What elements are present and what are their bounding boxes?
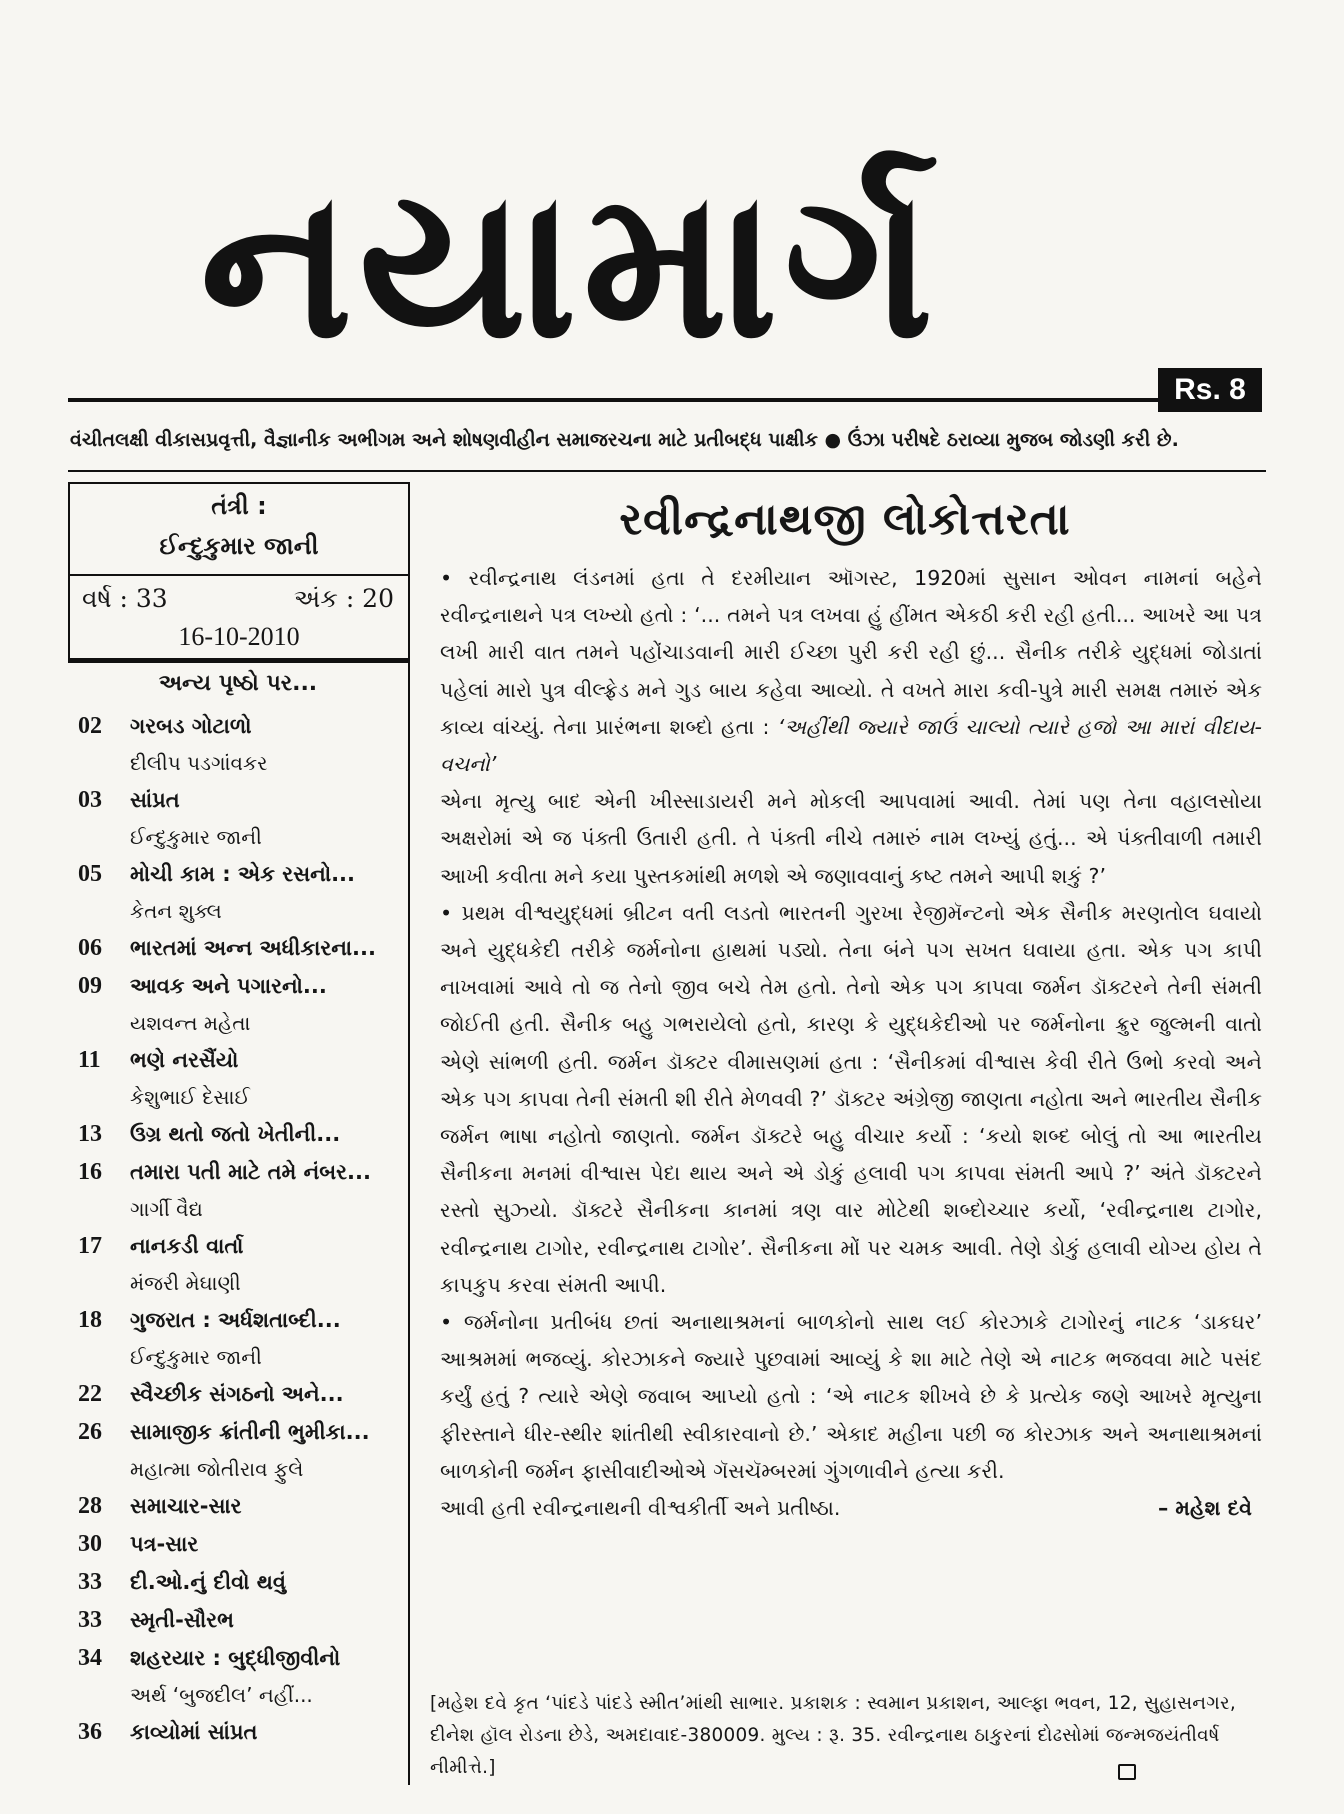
toc-item [68,929,408,967]
toc-item [68,1153,408,1227]
toc-line [68,1153,408,1191]
toc-line [68,1601,408,1639]
toc-line [68,967,408,1005]
toc-title: પત્ર-સાર [130,1532,199,1556]
article-paragraph-3: • પ્રથમ વીશ્વયુદ્ધમાં બ્રીટન વતી લડતો ભારતની ગુરખા રેજીમૅન્ટનો એક સૈનીક મરણતોલ ઘવાયો અને યુદ્ધકેદી તરીકે જર્મનોના હાથમાં પડ્યો. તેના બંને પગ સખત ઘવાયા હતા. એક પગ કાપી નાખવામાં આવે તો જ તેનો જીવ બચે તેમ હતો. તેનો એક પગ કાપવા જર્મન ડૉક્ટરને તેની સંમતી જોઈતી હતી. સૈનીક બહુ ગભરાયેલો હતો, કારણ કે યુદ્ધકેદીઓ પર જર્મનોના ક્રુર જુલ્મની વાતો એણે સાંભળી હતી. જર્મન ડૉક્ટર વીમાસણમાં હતા : ‘સૈનીકમાં વીશ્વાસ કેવી રીતે ઉભો કરવો અને એક પગ કાપવા તેની સંમતી શી રીતે મેળવવી ?’ ડૉક્ટર અંગ્રેજી જાણતા નહોતા અને ભારતીય સૈનીક જર્મન ભાષા નહોતો જાણતો. જર્મન ડૉક્ટરે બહુ વીચાર કર્યો : ‘કયો શબ્દ બોલું તો આ ભારતીય સૈનીકના મનમાં વીશ્વાસ પેદા થાય અને એ ડોકું હલાવી પગ કાપવા સંમતી આપે ?’ અંતે ડૉક્ટરને રસ્તો સુઝ્યો. ડૉક્ટરે સૈનીકના કાનમાં ત્રણ વાર મોટેથી શબ્દોચ્ચાર કર્યો, ‘રવીન્દ્રનાથ ટાગોર, રવીન્દ્રનાથ ટાગોર, રવીન્દ્રનાથ ટાગોર’. સૈનીકના મોં પર ચમક આવી. તેણે ડોકું હલાવી યોગ્ય હોય તે કાપકુપ કરવા સંમતી આપી. [440,900,1262,1297]
toc-line [68,929,408,967]
toc-page-number: 26 [78,1419,102,1445]
toc-title: સમાચાર-સાર [130,1494,242,1518]
toc-page-number: 22 [78,1381,102,1407]
toc-item [68,1041,408,1115]
editor-label: તંત્રી : [211,492,267,520]
toc-author: દીલીપ પડગાંવકર [130,751,268,775]
toc-page-number: 33 [78,1607,102,1633]
toc-page-number: 36 [78,1719,102,1745]
contents-title: અન્ય પૃષ્ઠો પર... [158,671,318,696]
article-quote: ‘અહીંથી જ્યારે જાઉં ચાલ્યો ત્યારે હજો આ મારાં વીદાય-વચનો’ [440,714,1262,777]
toc-item [68,781,408,855]
toc-author: ઈન્દુકુમાર જાની [130,1345,262,1369]
toc-author: ઈન્દુકુમાર જાની [130,825,262,849]
source-note: [મહેશ દવે કૃત ‘પાંદડે પાંદડે સ્મીત’માંથી સાભાર. પ્રકાશક : સ્વમાન પ્રકાશન, આલ્ફા ભવન, 12, સુહાસનગર, દીનેશ હૉલ રોડના છેડે, અમદાવાદ-380009. મુલ્ય : રૂ. 35. રવીન્દ્રનાથ ઠાકુરનાં દોઢસોમાં જન્મજયંતીવર્ષ નીમીત્તે.] [430,1693,1236,1778]
toc-title: સ્વૈચ્છીક સંગઠનો અને... [130,1382,344,1406]
price-badge: Rs. 8 [1158,368,1262,412]
toc-title: આવક અને પગારનો... [130,974,327,998]
toc-line [68,1563,408,1601]
issue-date: 16-10-2010 [178,622,300,651]
toc-title: ગરબડ ગોટાળો [130,714,252,738]
contents-list [68,660,410,1785]
toc-page-number: 17 [78,1233,102,1259]
toc-title: નાનકડી વાર્તા [130,1234,244,1258]
toc-item [68,1487,408,1525]
toc-line [68,1487,408,1525]
toc-item [68,967,408,1041]
toc-author: મંજરી મેઘાણી [130,1271,241,1295]
toc-page-number: 34 [78,1645,102,1671]
toc-line [68,1227,408,1265]
toc-title: તમારા પતી માટે તમે નંબર... [130,1160,371,1184]
toc-line [68,707,408,745]
toc-page-number: 09 [78,973,102,999]
editor-box [68,482,410,660]
toc-item [68,1563,408,1601]
toc-line [68,1713,408,1751]
toc-page-number: 11 [78,1047,101,1073]
toc-page-number: 33 [78,1569,102,1595]
masthead-title: નયામાર્ગ [200,150,940,380]
toc-title: સ્મૃતી-સૌરભ [130,1608,234,1632]
article-closing-row [440,1490,1262,1527]
toc-line [68,781,408,819]
toc-line [68,1525,408,1563]
toc-title: ગુજરાત : અર્ધશતાબ્દી... [130,1308,341,1332]
toc-title: કાવ્યોમાં સાંપ્રત [130,1720,258,1744]
article-body [440,560,1262,1527]
toc-page-number: 28 [78,1493,102,1519]
tagline-rule [68,470,1266,472]
toc-line [68,855,408,893]
article-title: રવીન્દ્રનાથજી લોકોત્તરતા [619,494,1071,545]
toc-line [68,1301,408,1339]
editor-name: ઈન્દુકુમાર જાની [159,532,319,560]
toc-item [68,1301,408,1375]
toc-item [68,855,408,929]
toc-title: સામાજીક ક્રાંતીની ભુમીકા... [130,1420,370,1444]
toc-line [68,1413,408,1451]
masthead-rule [68,398,1163,402]
toc-page-number: 30 [78,1531,102,1557]
toc-title: સાંપ્રત [130,788,180,812]
toc-item [68,1639,408,1713]
toc-line [68,1115,408,1153]
toc-item [68,1601,408,1639]
toc-item [68,1713,408,1751]
toc-item [68,1413,408,1487]
toc-item [68,1227,408,1301]
toc-title: ભારતમાં અન્ન અધીકારના... [130,936,376,960]
toc-item [68,707,408,781]
article-paragraph-2: એના મૃત્યુ બાદ એની ખીસ્સાડાયરી મને મોકલી આપવામાં આવી. તેમાં પણ તેના વહાલસોયા અક્ષરોમાં એ જ પંક્તી ઉતારી હતી. તે પંક્તી નીચે તમારું નામ લખ્યું હતું... એ પંક્તીવાળી તમારી આખી કવીતા મને કયા પુસ્તકમાંથી મળશે એ જણાવવાનું કષ્ટ તમને આપી શકું ?’ [440,789,1262,888]
toc-page-number: 06 [78,935,102,961]
toc-author: મહાત્મા જોતીરાવ ફુલે [130,1457,304,1481]
article-closing: આવી હતી રવીન્દ્રનાથની વીશ્વકીર્તી અને પ્રતીષ્ઠા. [440,1496,841,1521]
toc-page-number: 05 [78,861,102,887]
toc-items [68,707,408,1751]
article-paragraph-4: • જર્મનોના પ્રતીબંધ છતાં અનાથાશ્રમનાં બાળકોનો સાથ લઈ કોરઝાકે ટાગોરનું નાટક ‘ડાકઘર’ આશ્રમમાં ભજવ્યું. કોરઝાકને જ્યારે પુછવામાં આવ્યું કે શા માટે તેણે એ નાટક ભજવવા માટે પસંદ કર્યું હતું ? ત્યારે એણે જવાબ આપ્યો હતો : ‘એ નાટક શીખવે છે કે પ્રત્યેક જણે આખરે મૃત્યુના ફીરસ્તાને ધીર-સ્થીર શાંતીથી સ્વીકારવાનો છે.’ એકાદ મહીના પછી જ કોરઝાક અને અનાથાશ્રમનાં બાળકોની જર્મન ફાસીવાદીઓએ ગૅસચૅમ્બરમાં ગુંગળાવીને હત્યા કરી. [440,1310,1262,1483]
article-author: – મહેશ દવે [1157,1496,1252,1521]
toc-page-number: 13 [78,1121,102,1147]
toc-author: કેશુભાઈ દેસાઈ [130,1085,250,1109]
toc-title: ભણે નરસૈંયો [130,1048,239,1072]
toc-author: ગાર્ગી વૈદ્ય [130,1197,203,1221]
toc-page-number: 02 [78,713,102,739]
editor-divider [70,574,408,576]
toc-page-number: 16 [78,1159,102,1185]
toc-line [68,1639,408,1677]
toc-item [68,1375,408,1413]
toc-title: મોચી કામ : એક રસનો... [130,862,355,886]
toc-title: શહરયાર : બુદ્ધીજીવીનો [130,1646,341,1670]
toc-item [68,1525,408,1563]
article-paragraph-1: • રવીન્દ્રનાથ લંડનમાં હતા તે દરમીયાન ઑગસ્ટ, 1920માં સુસાન ઓવન નામનાં બહેને રવીન્દ્રનાથને પત્ર લખ્યો હતો : ‘... તમને પત્ર લખવા હું હીંમત એકઠી કરી રહી હતી... આખરે આ પત્ર લખી મારી વાત તમને પહોંચાડવાની મારી ઈચ્છા પુરી કરી રહી છું... સૈનીક તરીકે યુદ્ધમાં જોડાતાં પહેલાં મારો પુત્ર વીલ્ફ્રેડ મને ગુડ બાય કહેવા આવ્યો. તે વખતે મારા કવી-પુત્રે મારી સમક્ષ તમારું એક કાવ્ય વાંચ્યું. તેના પ્રારંભના શબ્દો હતા : ‘અહીંથી જ્યારે જાઉં ચાલ્યો ત્યારે હજો આ મારાં વીદાય-વચનો’ [440,566,1262,777]
tagline: વંચીતલક્ષી વીકાસપ્રવૃત્તી, વૈજ્ઞાનીક અભીગમ અને શોષણવીહીન સમાજરચના માટે પ્રતીબદ્ધ પાક્ષીક ● ઉંઝા પરીષદે ઠરાવ્યા મુજબ જોડણી કરી છે. [70,429,1179,451]
toc-line [68,1375,408,1413]
toc-title: દી.ઓ.નું દીવો થવું [130,1570,286,1594]
toc-author: કેતન શુક્લ [130,899,222,923]
end-mark-icon [1118,1764,1136,1780]
toc-title: ઉગ્ર થતો જતો ખેતીની... [130,1122,341,1146]
toc-line [68,1041,408,1079]
volume-year: વર્ષ : 33 [82,584,168,613]
toc-page-number: 18 [78,1307,102,1333]
toc-author: અર્થ ‘બુજદીલ’ નહીં... [130,1683,313,1707]
toc-page-number: 03 [78,787,102,813]
toc-author: યશવન્ત મહેતા [130,1011,251,1035]
issue-number: અંક : 20 [293,584,394,613]
toc-item [68,1115,408,1153]
